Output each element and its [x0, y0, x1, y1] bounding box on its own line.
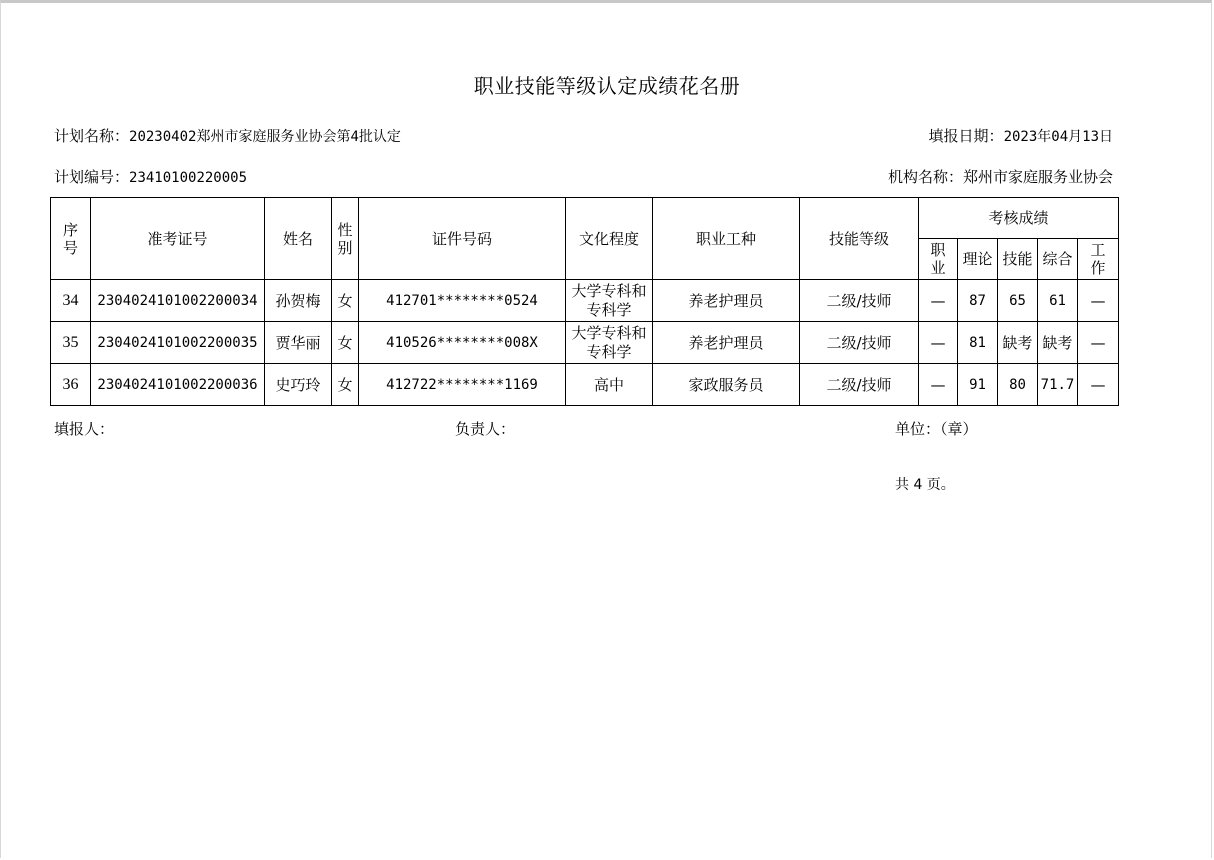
cell-score-skill: 65: [998, 280, 1038, 322]
header-education: 文化程度: [566, 198, 653, 280]
cell-id-no: 410526********008X: [359, 322, 566, 364]
header-score-overall: 综合: [1038, 239, 1078, 280]
plan-name-value: 20230402郑州市家庭服务业协会第4批认定: [129, 129, 401, 145]
header-scores: 考核成绩: [919, 198, 1119, 239]
plan-no: [54, 166, 247, 187]
cell-level: 二级/技师: [800, 280, 919, 322]
plan-no-label: 计划编号：: [54, 168, 130, 186]
cell-seq: 34: [51, 280, 91, 322]
header-score-occupation: 职业: [919, 239, 958, 280]
footer-reporter: 填报人：: [54, 420, 115, 438]
header-exam-no: 准考证号: [91, 198, 265, 280]
cell-score-work: —: [1078, 280, 1119, 322]
cell-occupation: 养老护理员: [653, 322, 800, 364]
cell-level: 二级/技师: [800, 322, 919, 364]
header-gender: 性别: [332, 198, 359, 280]
cell-score-occupation: —: [919, 322, 958, 364]
cell-score-work: —: [1078, 322, 1119, 364]
plan-name: [54, 125, 401, 146]
cell-gender: 女: [332, 364, 359, 406]
cell-gender: 女: [332, 322, 359, 364]
header-score-skill: 技能: [998, 239, 1038, 280]
cell-education: 大学专科和专科学: [566, 322, 653, 364]
cell-score-work: —: [1078, 364, 1119, 406]
cell-score-theory: 87: [958, 280, 998, 322]
fill-date-value: 2023年04月13日: [1003, 129, 1113, 145]
org-name-label: 机构名称：: [887, 168, 963, 186]
cell-score-overall: 缺考: [1038, 322, 1078, 364]
fill-date-label: 填报日期：: [928, 127, 1004, 145]
cell-exam-no: 2304024101002200035: [91, 322, 265, 364]
cell-score-skill: 80: [998, 364, 1038, 406]
cell-seq: 36: [51, 364, 91, 406]
plan-name-label: 计划名称：: [54, 127, 130, 145]
cell-score-theory: 91: [958, 364, 998, 406]
header-occupation: 职业工种: [653, 198, 800, 280]
cell-score-overall: 71.7: [1038, 364, 1078, 406]
header-row: [51, 198, 1119, 239]
header-name: 姓名: [265, 198, 332, 280]
cell-education: 大学专科和专科学: [566, 280, 653, 322]
cell-score-occupation: —: [919, 364, 958, 406]
footer-unit-seal: 单位：（章）: [895, 420, 978, 438]
cell-occupation: 养老护理员: [653, 280, 800, 322]
cell-name: 贾华丽: [265, 322, 332, 364]
score-table: [50, 197, 1119, 406]
header-seq: 序号: [51, 198, 91, 280]
table-row: [51, 280, 1119, 322]
cell-level: 二级/技师: [800, 364, 919, 406]
cell-exam-no: 2304024101002200036: [91, 364, 265, 406]
footer-responsible: 负责人：: [455, 420, 516, 438]
org-name-value: 郑州市家庭服务业协会: [962, 168, 1113, 186]
cell-id-no: 412722********1169: [359, 364, 566, 406]
header-level: 技能等级: [800, 198, 919, 280]
cell-score-theory: 81: [958, 322, 998, 364]
cell-gender: 女: [332, 280, 359, 322]
table-row: [51, 322, 1119, 364]
cell-name: 史巧玲: [265, 364, 332, 406]
cell-education: 高中: [566, 364, 653, 406]
fill-date: [929, 125, 1113, 146]
cell-exam-no: 2304024101002200034: [91, 280, 265, 322]
header-score-theory: 理论: [958, 239, 998, 280]
cell-occupation: 家政服务员: [653, 364, 800, 406]
table-row: [51, 364, 1119, 406]
cell-id-no: 412701********0524: [359, 280, 566, 322]
org-name: [888, 166, 1113, 187]
page-title: 职业技能等级认定成绩花名册: [473, 74, 741, 98]
page-count: 共 4 页。: [895, 477, 955, 493]
cell-seq: 35: [51, 322, 91, 364]
plan-no-value: 23410100220005: [129, 170, 248, 186]
cell-score-occupation: —: [919, 280, 958, 322]
cell-name: 孙贺梅: [265, 280, 332, 322]
header-id-no: 证件号码: [359, 198, 566, 280]
header-score-work: 工作: [1078, 239, 1119, 280]
cell-score-skill: 缺考: [998, 322, 1038, 364]
cell-score-overall: 61: [1038, 280, 1078, 322]
